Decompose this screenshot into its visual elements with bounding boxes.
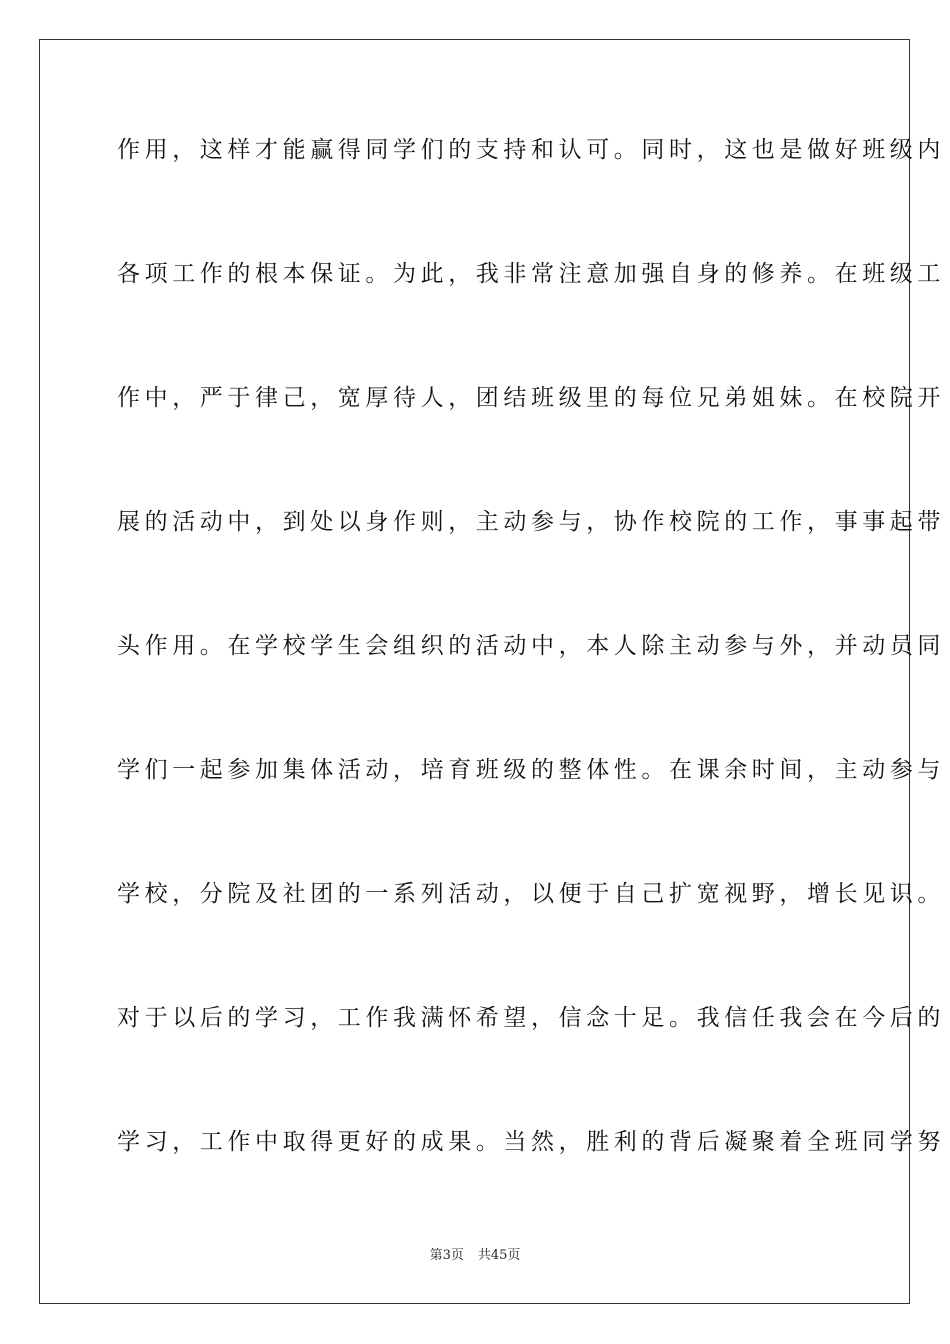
text-line-6: 学们一起参加集体活动，培育班级的整体性。在课余时间，主动参与	[117, 757, 945, 783]
total-page-count: 共45页	[477, 1248, 521, 1263]
text-line-9: 学习，工作中取得更好的成果。当然，胜利的背后凝聚着全班同学努	[117, 1129, 945, 1155]
current-page-number: 第3页	[429, 1248, 464, 1263]
text-line-4: 展的活动中，到处以身作则，主动参与，协作校院的工作，事事起带	[117, 509, 945, 535]
text-line-1: 作用，这样才能赢得同学们的支持和认可。同时，这也是做好班级内	[117, 137, 945, 163]
page-footer	[0, 1247, 950, 1265]
text-line-3: 作中，严于律己，宽厚待人，团结班级里的每位兄弟姐妹。在校院开	[117, 385, 945, 411]
document-body	[117, 128, 945, 1244]
text-line-2: 各项工作的根本保证。为此，我非常注意加强自身的修养。在班级工	[117, 261, 945, 287]
text-line-8: 对于以后的学习，工作我满怀希望，信念十足。我信任我会在今后的	[117, 1005, 945, 1031]
text-line-7: 学校，分院及社团的一系列活动，以便于自己扩宽视野，增长见识。	[117, 881, 945, 907]
text-line-5: 头作用。在学校学生会组织的活动中，本人除主动参与外，并动员同	[117, 633, 945, 659]
